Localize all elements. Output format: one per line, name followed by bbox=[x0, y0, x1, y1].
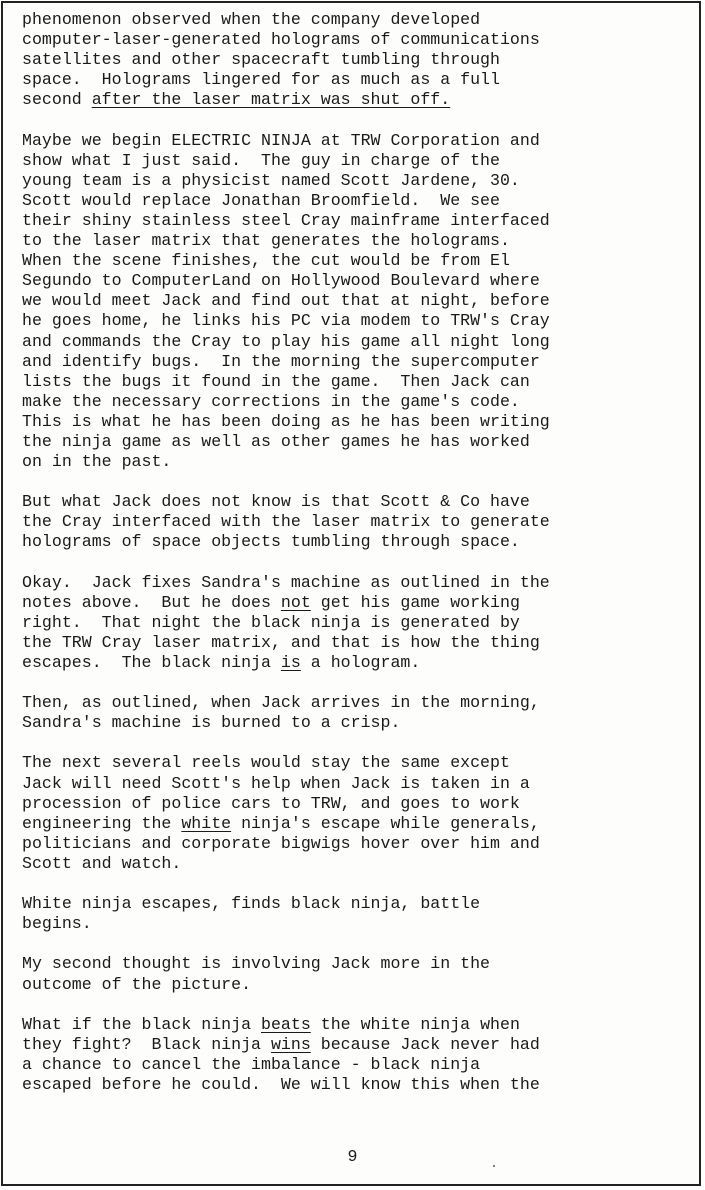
page-number: 9 bbox=[347, 1147, 358, 1166]
text-run: the ninja game as well as other games he has worked bbox=[22, 431, 530, 451]
text-line bbox=[22, 613, 692, 633]
underlined-text: white bbox=[181, 813, 232, 833]
text-run: satellites and other spacecraft tumbling through bbox=[22, 50, 500, 70]
paragraph bbox=[22, 894, 692, 934]
text-line bbox=[22, 70, 692, 90]
text-line bbox=[22, 251, 692, 271]
text-run: they fight? Black ninja bbox=[22, 1034, 271, 1054]
text-run: ninja's escape while generals, bbox=[231, 813, 540, 833]
text-line bbox=[22, 50, 692, 70]
text-line bbox=[22, 171, 692, 191]
text-line bbox=[22, 311, 692, 331]
text-run: engineering the bbox=[22, 813, 182, 833]
text-run: What if the black ninja bbox=[22, 1014, 261, 1034]
text-run: show what I just said. The guy in charge of the bbox=[22, 150, 500, 170]
text-run: Maybe we begin ELECTRIC NINJA at TRW Corporation and bbox=[22, 130, 540, 150]
text-run: When the scene finishes, the cut would be from El bbox=[22, 251, 510, 271]
text-run: on in the past. bbox=[22, 452, 172, 472]
text-line bbox=[22, 975, 692, 995]
text-line bbox=[22, 492, 692, 512]
text-run: the white ninja when bbox=[310, 1014, 520, 1034]
text-line bbox=[22, 1035, 692, 1055]
text-line bbox=[22, 231, 692, 251]
text-line bbox=[22, 191, 692, 211]
text-run: Scott would replace Jonathan Broomfield. We see bbox=[22, 190, 500, 210]
paragraph bbox=[22, 10, 692, 110]
text-run: computer-laser-generated holograms of communications bbox=[22, 30, 540, 50]
paragraph bbox=[22, 131, 692, 473]
text-line bbox=[22, 1015, 692, 1035]
text-run: Sandra's machine is burned to a crisp. bbox=[22, 713, 401, 733]
text-run: procession of police cars to TRW, and goes to work bbox=[22, 793, 520, 813]
underlined-text: is bbox=[280, 653, 301, 672]
text-line bbox=[22, 653, 692, 673]
text-run: Scott and watch. bbox=[22, 853, 182, 873]
text-run: get his game working bbox=[310, 592, 520, 612]
text-line bbox=[22, 151, 692, 171]
text-line bbox=[22, 372, 692, 392]
text-line bbox=[22, 211, 692, 231]
underlined-text: not bbox=[280, 592, 311, 612]
paragraph bbox=[22, 693, 692, 733]
text-run: politicians and corporate bigwigs hover over him and bbox=[22, 833, 540, 853]
text-line bbox=[22, 352, 692, 372]
text-line bbox=[22, 10, 692, 30]
underlined-text: beats bbox=[261, 1014, 311, 1034]
text-line bbox=[22, 291, 692, 311]
text-run: Okay. Jack fixes Sandra's machine as outlined in the bbox=[22, 572, 550, 592]
text-run: phenomenon observed when the company developed bbox=[22, 10, 481, 29]
text-run: the TRW Cray laser matrix, and that is how the thing bbox=[22, 632, 540, 652]
text-line bbox=[22, 854, 692, 874]
text-line bbox=[22, 753, 692, 773]
text-run: White ninja escapes, finds black ninja, battle bbox=[22, 894, 481, 914]
text-run: outcome of the picture. bbox=[22, 974, 252, 994]
text-line bbox=[22, 512, 692, 532]
text-run: a hologram. bbox=[300, 653, 421, 672]
text-line bbox=[22, 392, 692, 412]
text-line bbox=[22, 573, 692, 593]
text-run: second bbox=[22, 90, 92, 110]
text-run: their shiny stainless steel Cray mainframe interfaced bbox=[22, 210, 550, 230]
text-line bbox=[22, 633, 692, 653]
text-line bbox=[22, 332, 692, 352]
text-run: we would meet Jack and find out that at night, before bbox=[22, 291, 550, 311]
text-line bbox=[22, 693, 692, 713]
text-line bbox=[22, 713, 692, 733]
text-run: and commands the Cray to play his game all night long bbox=[22, 331, 550, 351]
paragraph bbox=[22, 492, 692, 552]
text-run: Segundo to ComputerLand on Hollywood Boulevard where bbox=[22, 271, 540, 291]
text-run: But what Jack does not know is that Scott & Co have bbox=[22, 492, 530, 512]
underlined-text: wins bbox=[270, 1034, 311, 1054]
text-run: a chance to cancel the imbalance - black ninja bbox=[22, 1054, 481, 1074]
paragraph bbox=[22, 1015, 692, 1095]
text-line bbox=[22, 30, 692, 50]
text-line bbox=[22, 131, 692, 151]
text-run: holograms of space objects tumbling through space. bbox=[22, 532, 520, 552]
text-run: right. That night the black ninja is generated by bbox=[22, 612, 520, 632]
text-run: Then, as outlined, when Jack arrives in the morning, bbox=[22, 693, 540, 713]
text-run: he goes home, he links his PC via modem to TRW's Cray bbox=[22, 311, 550, 331]
text-run: Jack will need Scott's help when Jack is taken in a bbox=[22, 773, 530, 793]
text-run: The next several reels would stay the same except bbox=[22, 753, 510, 773]
text-line bbox=[22, 1055, 692, 1075]
text-line bbox=[22, 271, 692, 291]
text-line bbox=[22, 432, 692, 452]
text-line bbox=[22, 954, 692, 974]
text-run: escaped before he could. We will know this when the bbox=[22, 1074, 540, 1094]
text-line bbox=[22, 1075, 692, 1095]
text-run: My second thought is involving Jack more in the bbox=[22, 954, 491, 974]
text-run: make the necessary corrections in the game's code. bbox=[22, 391, 520, 411]
text-line bbox=[22, 834, 692, 854]
document-body bbox=[22, 10, 692, 1115]
text-run: escapes. The black ninja bbox=[22, 653, 281, 672]
underlined-text: after the laser matrix was shut off. bbox=[91, 90, 451, 110]
text-run: to the laser matrix that generates the holograms. bbox=[22, 231, 510, 251]
text-run: notes above. But he does bbox=[22, 592, 281, 612]
text-line bbox=[22, 412, 692, 432]
text-run: because Jack never had bbox=[310, 1034, 540, 1054]
scan-speck bbox=[493, 1165, 495, 1167]
text-line bbox=[22, 452, 692, 472]
text-run: young team is a physicist named Scott Jardene, 30. bbox=[22, 170, 520, 190]
text-line bbox=[22, 90, 692, 110]
text-line bbox=[22, 593, 692, 613]
text-line bbox=[22, 914, 692, 934]
text-line bbox=[22, 814, 692, 834]
paragraph bbox=[22, 954, 692, 994]
text-run: and identify bugs. In the morning the supercomputer bbox=[22, 351, 540, 371]
paragraph bbox=[22, 753, 692, 874]
paragraph bbox=[22, 573, 692, 673]
text-line bbox=[22, 894, 692, 914]
text-line bbox=[22, 794, 692, 814]
text-run: This is what he has been doing as he has been writing bbox=[22, 411, 550, 431]
text-line bbox=[22, 532, 692, 552]
text-run: the Cray interfaced with the laser matrix to generate bbox=[22, 512, 550, 532]
text-run: space. Holograms lingered for as much as a full bbox=[22, 70, 500, 90]
text-run: lists the bugs it found in the game. Then Jack can bbox=[22, 371, 530, 391]
text-run: begins. bbox=[22, 914, 92, 934]
text-line bbox=[22, 774, 692, 794]
